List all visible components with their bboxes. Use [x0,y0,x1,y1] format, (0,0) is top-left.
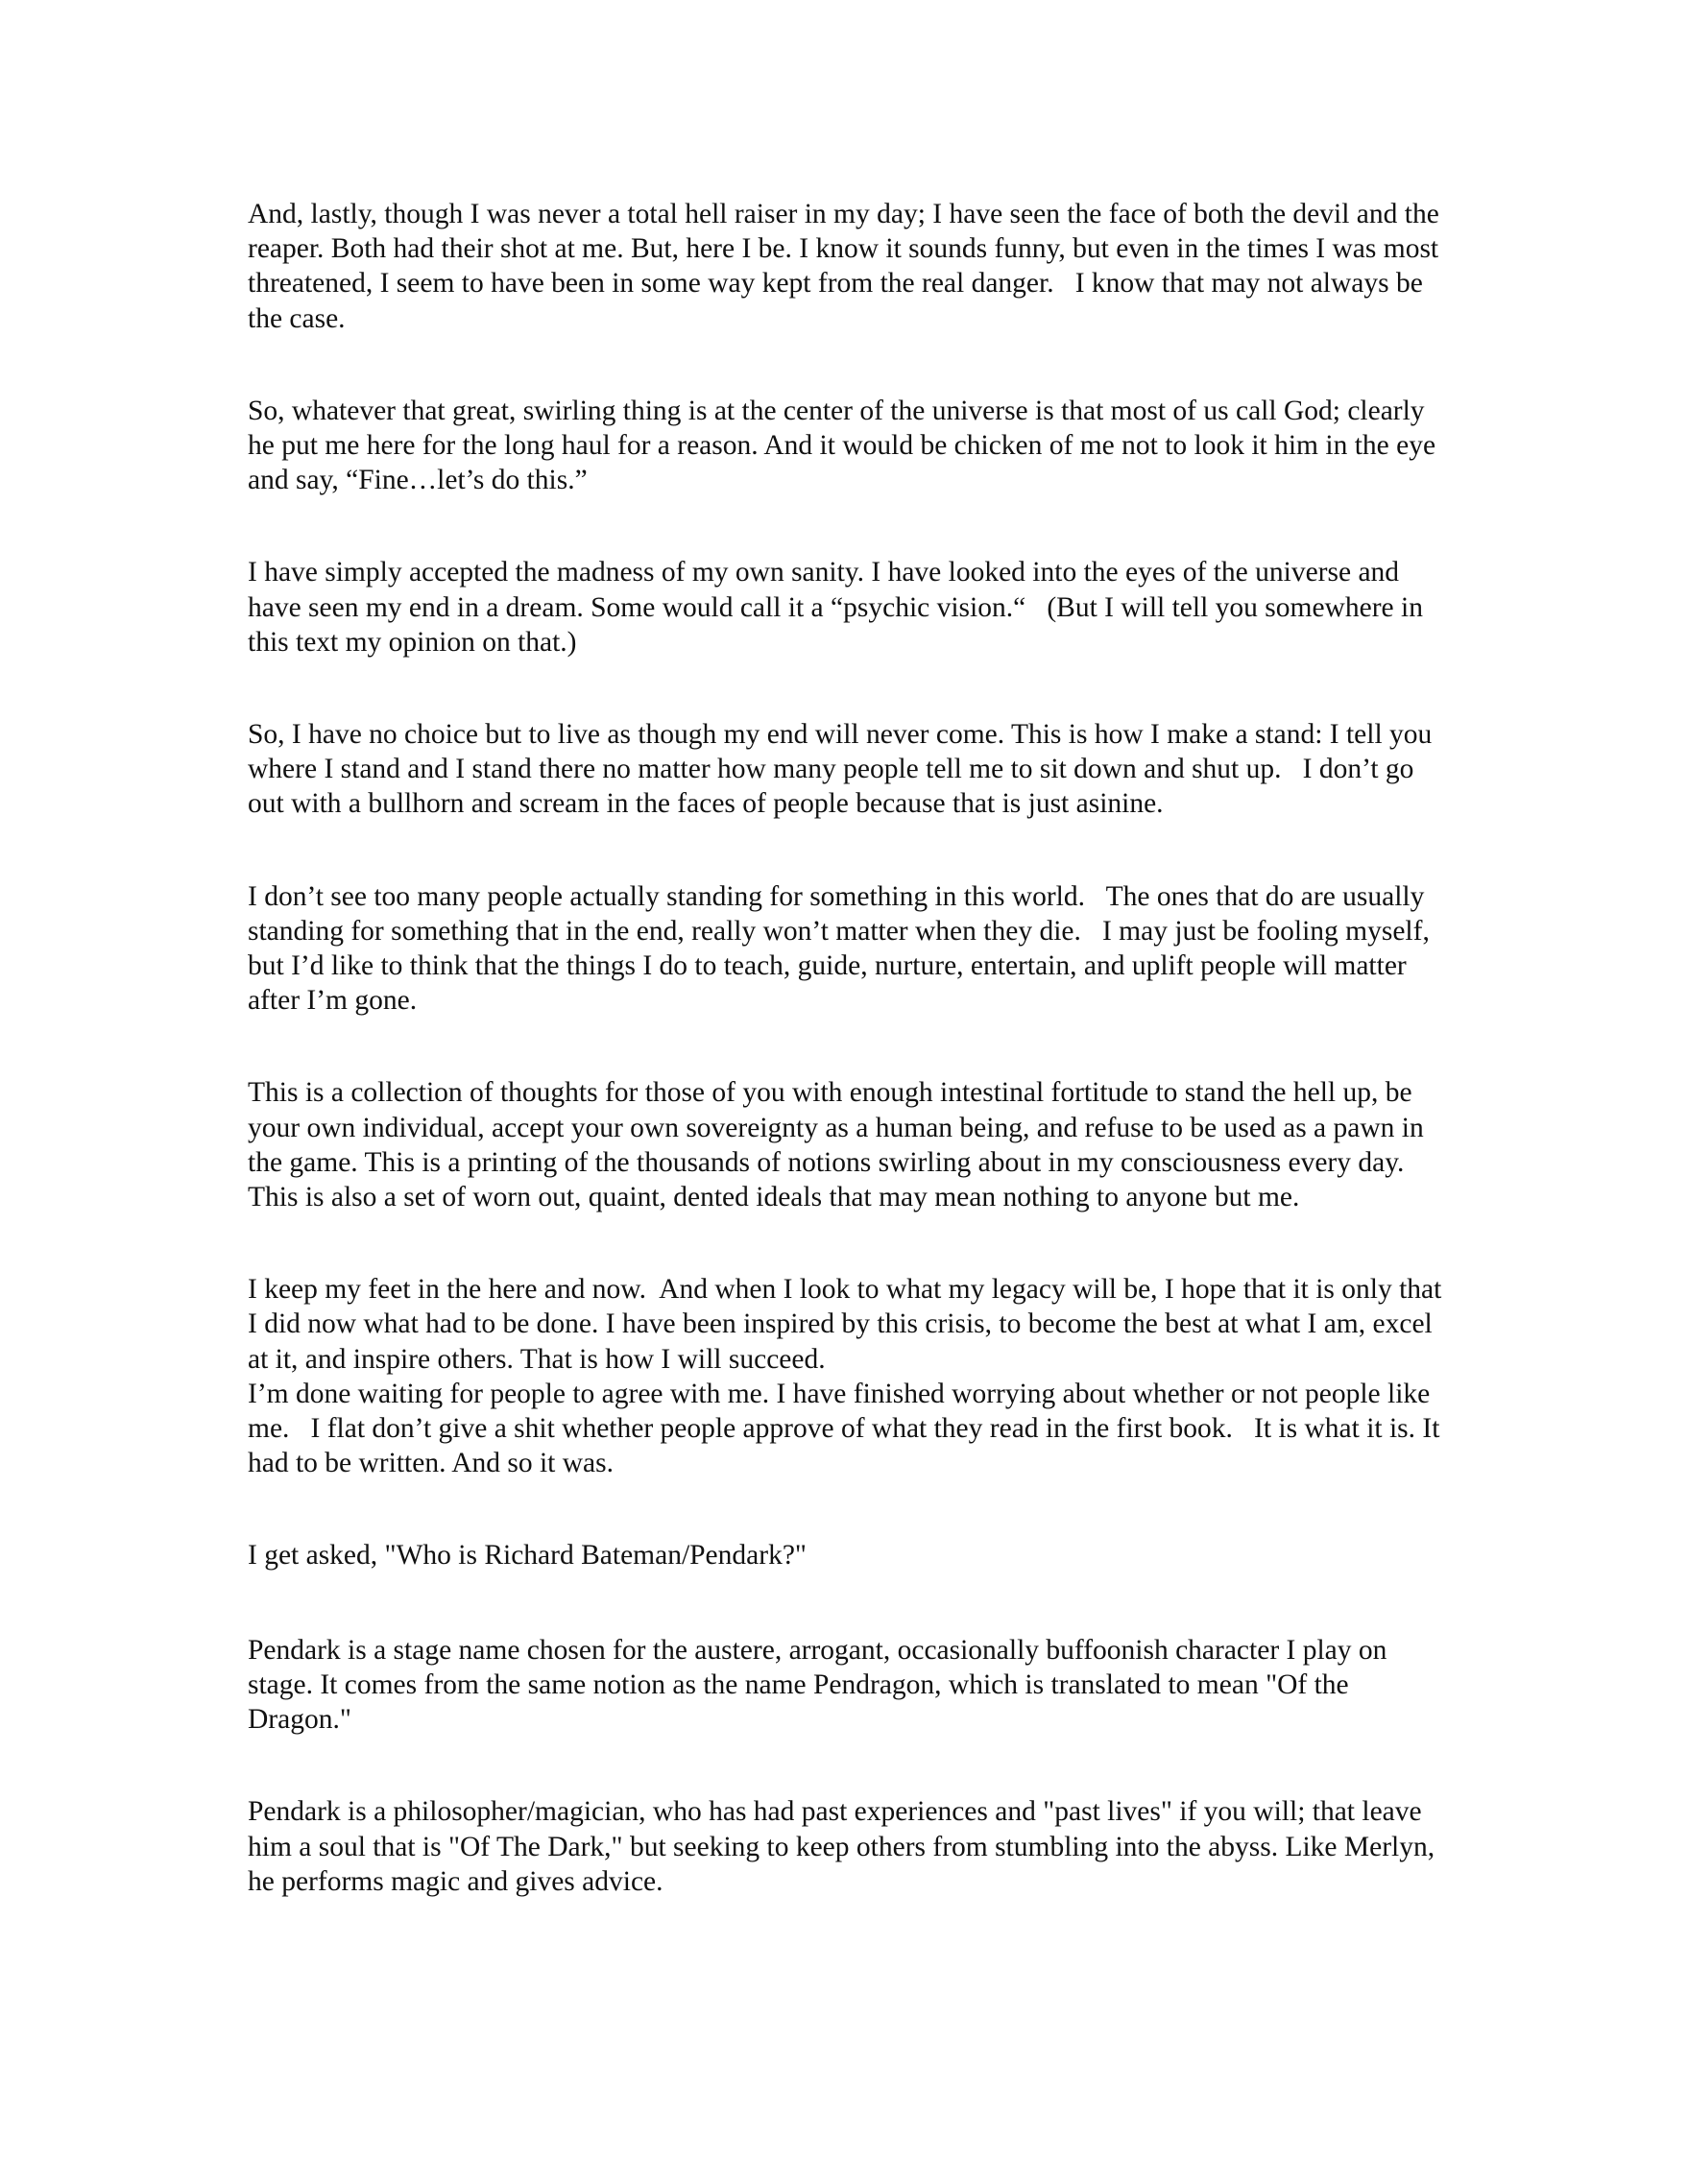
paragraph-1: And, lastly, though I was never a total hell raiser in my day; I have seen the face of both the devil and the reaper. Both had their shot at me. But, here I be. I know it sounds funny, but even in the times I was most threatened, I seem to have been in some way kept from the real danger. I know that may not always be the case. [248,199,1447,334]
paragraph-9: I get asked, "Who is Richard Bateman/Pendark?" [248,1540,807,1572]
paragraph-11: Pendark is a philosopher/magician, who has had past experiences and "past lives" if you will; that leave him a soul that is "Of The Dark," but seeking to keep others from stumbling into the abyss. Like Merlyn, he performs magic and gives advice. [248,1796,1442,1897]
paragraph-10: Pendark is a stage name chosen for the austere, arrogant, occasionally buffoonish character I play on stage. It comes from the same notion as the name Pendragon, which is translated to mean "Of the Dragon." [248,1634,1394,1736]
paragraph-5: I don’t see too many people actually standing for something in this world. The ones that do are usually standing for something that in the end, really won’t matter when they die. I may just be fooling myself, but I’d like to think that the things I do to teach, guide, nurture, entertain, and uplift people will matter after I’m gone. [248,880,1437,1017]
paragraph-2: So, whatever that great, swirling thing is at the center of the universe is that most of us call God; clearly he put me here for the long haul for a reason. And it would be chicken of me not to look it him in the eye and say, “Fine…let’s do this.” [248,395,1443,496]
paragraph-6: This is a collection of thoughts for those of you with enough intestinal fortitude to stand the hell up, be your own individual, accept your own sovereignty as a human being, and refuse to be used as a pawn in the game. This is a printing of the thousands of notions swirling about in my consciousness every day. This is also a set of worn out, quaint, dented ideals that may mean nothing to anyone but me. [248,1077,1432,1213]
body-text [248,197,1448,1956]
paragraph-4: So, I have no choice but to live as though my end will never come. This is how I make a stand: I tell you where I stand and I stand there no matter how many people tell me to sit down and shut up. I don’t go out with a bullhorn and scream in the faces of people because that is just asinine. [248,719,1439,820]
paragraph-7: I keep my feet in the here and now. And when I look to what my legacy will be, I hope that it is only that I did now what had to be done. I have been inspired by this crisis, to become the best at what I am, excel at it, and inspire others. That is how I will succeed. [248,1274,1449,1375]
paragraph-8: I’m done waiting for people to agree with me. I have finished worrying about whether or not people like me. I flat don’t give a shit whether people approve of what they read in the first book. It is what it is. It had to be written. And so it was. [248,1378,1447,1479]
paragraph-3: I have simply accepted the madness of my own sanity. I have looked into the eyes of the universe and have seen my end in a dream. Some would call it a “psychic vision.“ (But I will tell you somewhere in this text my opinion on that.) [248,557,1431,658]
